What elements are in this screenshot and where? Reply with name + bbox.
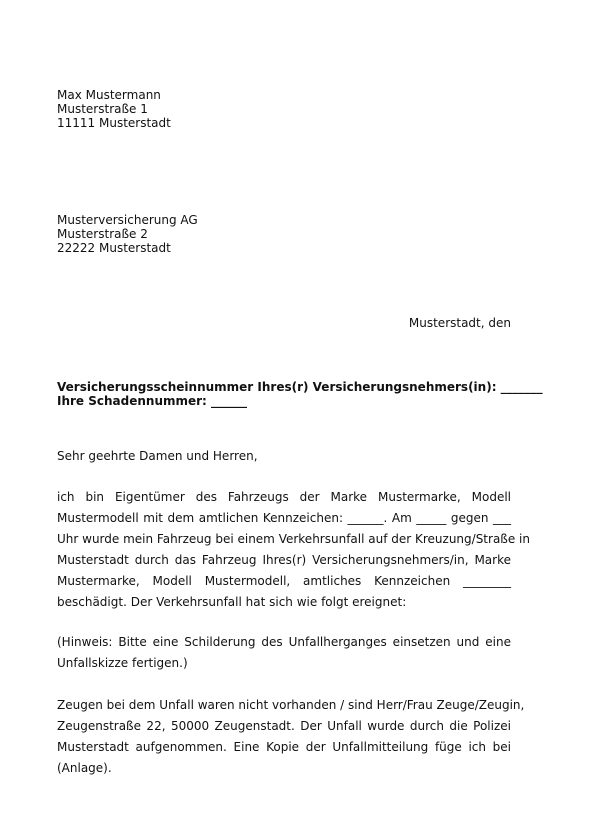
subject-policy-number: Versicherungsscheinnummer Ihres(r) Versicherungsnehmers(in): _______ [57,380,543,394]
paragraph-line: Unfallskizze fertigen.) [57,656,188,670]
paragraph-line: Mustermarke, Modell Mustermodell, amtliches Kennzeichen ________ [57,574,511,588]
recipient-address [57,213,198,255]
paragraph-witnesses [57,695,525,779]
subject-block [57,380,543,408]
paragraph-accident-description [57,487,530,613]
sender-address [57,88,171,130]
paragraph-line: Zeugen bei dem Unfall waren nicht vorhanden / sind Herr/Frau Zeuge/Zeugin, [57,698,525,712]
recipient-city: 22222 Musterstadt [57,241,171,255]
paragraph-hint [57,632,511,674]
paragraph-line: (Hinweis: Bitte eine Schilderung des Unfallherganges einsetzen und eine [57,635,511,649]
paragraph-line: beschädigt. Der Verkehrsunfall hat sich wie folgt ereignet: [57,595,407,609]
place-date-line: Musterstadt, den [408,316,511,330]
sender-name: Max Mustermann [57,88,161,102]
recipient-street: Musterstraße 2 [57,227,148,241]
salutation: Sehr geehrte Damen und Herren, [57,449,258,463]
paragraph-line: Musterstadt aufgenommen. Eine Kopie der Unfallmitteilung füge ich bei [57,740,511,754]
paragraph-line: Mustermodell mit dem amtlichen Kennzeichen: ______. Am _____ gegen ___ [57,511,511,525]
subject-claim-number: Ihre Schadennummer: ______ [57,394,248,408]
sender-street: Musterstraße 1 [57,102,148,116]
paragraph-line: Musterstadt durch das Fahrzeug Ihres(r) Versicherungsnehmers/in, Marke [57,553,511,567]
recipient-name: Musterversicherung AG [57,213,198,227]
paragraph-line: ich bin Eigentümer des Fahrzeugs der Marke Mustermarke, Modell [57,490,511,504]
paragraph-line: Zeugenstraße 22, 50000 Zeugenstadt. Der Unfall wurde durch die Polizei [57,719,511,733]
sender-city: 11111 Musterstadt [57,116,171,130]
paragraph-line: (Anlage). [57,761,112,775]
paragraph-line: Uhr wurde mein Fahrzeug bei einem Verkehrsunfall auf der Kreuzung/Straße in [57,532,530,546]
